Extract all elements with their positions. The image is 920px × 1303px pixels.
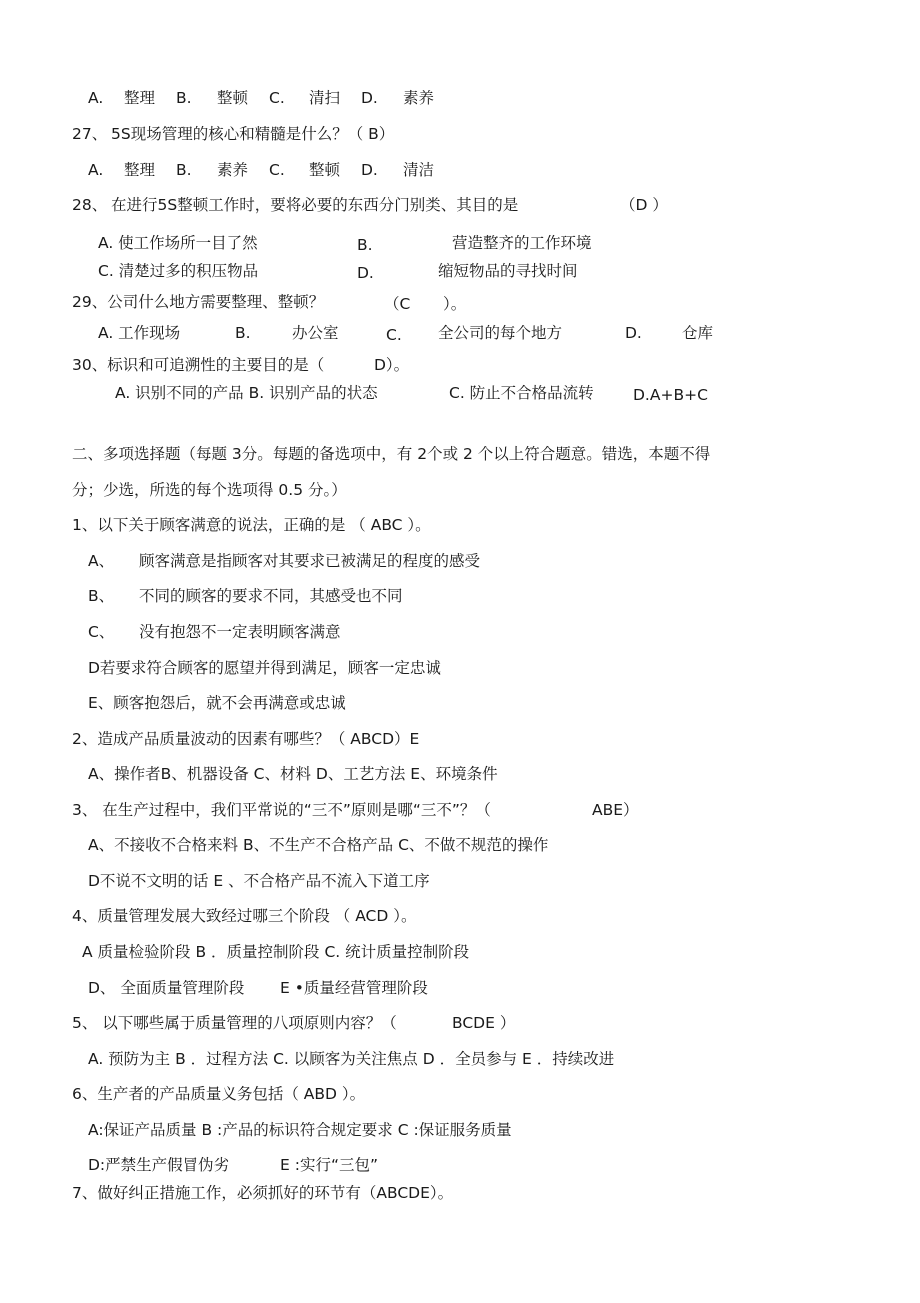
- m1-option-c-label: C、: [88, 623, 115, 641]
- q27-option-c-label: C.: [269, 161, 285, 179]
- m3-answer: ABE）: [592, 801, 639, 819]
- m6-option-e: E :实行“三包”: [280, 1156, 379, 1174]
- q27-option-d-label: D.: [361, 161, 378, 179]
- m5-question: 5、 以下哪些属于质量管理的八项原则内容？（: [72, 1014, 397, 1032]
- q27-text: 5S现场管理的核心和精髓是什么？（ B）: [111, 125, 395, 143]
- q26-option-d: 素养: [403, 89, 435, 107]
- section2-heading-line2: 分；少选，所选的每个选项得 0.5 分。）: [72, 481, 347, 499]
- m4-option-e: E •质量经营管理阶段: [280, 979, 428, 997]
- q30-option-d: D.A+B+C: [633, 386, 708, 404]
- m5-answer: BCDE ）: [452, 1014, 516, 1032]
- q27-option-b: 素养: [217, 161, 249, 179]
- m4-question: 4、质量管理发展大致经过哪三个阶段 （ ACD ）。: [72, 907, 417, 925]
- q28-number: 28、: [72, 196, 108, 214]
- m1-option-e: E、顾客抱怨后，就不会再满意或忠诚: [88, 694, 346, 712]
- m1-option-b-label: B、: [88, 587, 115, 605]
- q28-answer: （D ）: [620, 196, 668, 214]
- q27-option-a-label: A.: [88, 161, 104, 179]
- m1-option-a-label: A、: [88, 552, 115, 570]
- q30-answer: D）。: [374, 356, 410, 374]
- m6-question: 6、生产者的产品质量义务包括（ ABD ）。: [72, 1085, 366, 1103]
- q29-option-c: 全公司的每个地方: [438, 324, 563, 342]
- q28-option-c: C. 清楚过多的积压物品: [98, 262, 259, 280]
- q26-option-d-label: D.: [361, 89, 378, 107]
- q30-option-c: C. 防止不合格品流转: [449, 384, 594, 402]
- q27-option-a: 整理: [124, 161, 156, 179]
- m2-question: 2、造成产品质量波动的因素有哪些？（ ABCD）E: [72, 730, 420, 748]
- q30-options-ab: A. 识别不同的产品 B. 识别产品的状态: [115, 384, 378, 402]
- m4-options-line1: A 质量检验阶段 B ．质量控制阶段 C. 统计质量控制阶段: [82, 943, 470, 961]
- q29-option-c-label: C.: [386, 326, 402, 344]
- m3-options-line1: A、不接收不合格来料 B、不生产不合格产品 C、不做不规范的操作: [88, 836, 549, 854]
- q28-text: 在进行5S整顿工作时，要将必要的东西分门别类、其目的是: [111, 196, 519, 214]
- q29-option-a: A. 工作现场: [98, 324, 181, 342]
- m1-question: 1、以下关于顾客满意的说法，正确的是 （ ABC ）。: [72, 516, 431, 534]
- q28-option-b: 营造整齐的工作环境: [452, 234, 592, 252]
- q26-option-b-label: B.: [176, 89, 192, 107]
- q29-tail: ）。: [443, 295, 467, 313]
- q27-option-c: 整顿: [309, 161, 341, 179]
- q29-option-d-label: D.: [625, 324, 642, 342]
- m1-option-a: 顾客满意是指顾客对其要求已被满足的程度的感受: [139, 552, 481, 570]
- m3-options-line2: D不说不文明的话 E 、不合格产品不流入下道工序: [88, 872, 430, 890]
- m7-question: 7、做好纠正措施工作，必须抓好的环节有（ABCDE）。: [72, 1184, 454, 1202]
- m1-option-c: 没有抱怨不一定表明顾客满意: [139, 623, 341, 641]
- q27-option-d: 清洁: [403, 161, 435, 179]
- q28-option-b-label: B.: [357, 236, 373, 254]
- q27-option-b-label: B.: [176, 161, 192, 179]
- q29-option-b: 办公室: [292, 324, 339, 342]
- q28-option-d-label: D.: [357, 264, 374, 282]
- m4-option-d: D、 全面质量管理阶段: [88, 979, 245, 997]
- q30-text: 30、标识和可追溯性的主要目的是（: [72, 356, 325, 374]
- q29-answer: （C: [384, 295, 411, 313]
- m3-question: 3、 在生产过程中，我们平常说的“三不”原则是哪“三不”？（: [72, 801, 491, 819]
- m5-options: A. 预防为主 B ．过程方法 C. 以顾客为关注焦点 D ．全员参与 E ．持续改进: [88, 1050, 615, 1068]
- q26-option-c-label: C.: [269, 89, 285, 107]
- q26-option-a-label: A.: [88, 89, 104, 107]
- m1-option-d: D若要求符合顾客的愿望并得到满足，顾客一定忠诚: [88, 659, 441, 677]
- q26-option-a: 整理: [124, 89, 156, 107]
- section2-heading-line1: 二、多项选择题（每题 3分。每题的备选项中，有 2个或 2 个以上符合题意。错选，本题不得: [72, 445, 711, 463]
- q29-text: 29、公司什么地方需要整理、整顿？: [72, 293, 325, 311]
- q26-option-b: 整顿: [217, 89, 249, 107]
- q28-option-a: A. 使工作场所一目了然: [98, 234, 258, 252]
- m6-options-line1: A:保证产品质量 B :产品的标识符合规定要求 C :保证服务质量: [88, 1121, 512, 1139]
- m6-option-d: D:严禁生产假冒伪劣: [88, 1156, 230, 1174]
- q27-number: 27、: [72, 125, 108, 143]
- m2-options: A、操作者B、机器设备 C、材料 D、工艺方法 E、环境条件: [88, 765, 498, 783]
- q29-option-b-label: B.: [235, 324, 251, 342]
- q28-option-d: 缩短物品的寻找时间: [438, 262, 578, 280]
- m1-option-b: 不同的顾客的要求不同，其感受也不同: [139, 587, 403, 605]
- q29-option-d: 仓库: [682, 324, 714, 342]
- q26-option-c: 清扫: [309, 89, 341, 107]
